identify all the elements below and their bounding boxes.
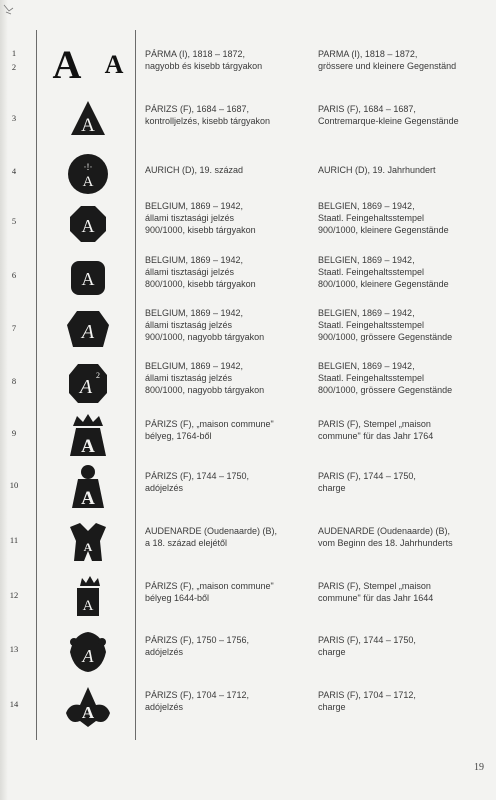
description-line: BELGIUM, 1869 – 1942,: [145, 361, 244, 371]
description-line: Staatl. Feingehaltsstempel: [318, 213, 425, 223]
description-line: 800/1000, kleinere Gegenstände: [318, 279, 449, 289]
german-description: [318, 418, 493, 442]
table-row: [0, 148, 496, 198]
corner-scribble-icon: [2, 2, 16, 16]
floral-a-mark-icon: [40, 681, 136, 736]
german-description: [318, 254, 493, 290]
description-line: Contremarque-kleine Gegenstände: [318, 116, 459, 126]
hungarian-description: [145, 200, 310, 236]
row-number-value: 10: [9, 480, 19, 490]
description-line: BELGIUM, 1869 – 1942,: [145, 255, 244, 265]
row-number-value: 4: [11, 166, 17, 176]
description-line: 900/1000, grössere Gegenstände: [318, 332, 453, 342]
row-number-value: 7: [11, 323, 17, 333]
description-line: PARIS (F), 1744 – 1750,: [318, 471, 416, 481]
description-line: 800/1000, nagyobb tárgyakon: [145, 385, 265, 395]
description-line: Staatl. Feingehaltsstempel: [318, 373, 425, 383]
row-number: [0, 642, 28, 656]
hungarian-description: [145, 470, 310, 494]
description-line: commune" für das Jahr 1644: [318, 593, 434, 603]
german-description: [318, 580, 493, 604]
octagon-script-a-mark-icon: [40, 305, 136, 360]
table-row: [0, 305, 496, 358]
round-a-mark-icon: [40, 148, 136, 203]
row-number: [0, 46, 28, 74]
svg-text:A: A: [81, 269, 95, 289]
description-line: állami tisztaság jelzés: [145, 320, 233, 330]
row-number-value: 14: [9, 699, 19, 709]
table-row: [0, 198, 496, 252]
row-number: [0, 374, 28, 388]
parma-a-marks-icon: [40, 40, 136, 95]
description-line: állami tisztasági jelzés: [145, 267, 235, 277]
description-line: AURICH (D), 19. Jahrhundert: [318, 165, 436, 175]
svg-text:A: A: [104, 50, 124, 79]
description-line: adójelzés: [145, 702, 184, 712]
description-line: kontrolljelzés, kisebb tárgyakon: [145, 116, 271, 126]
description-line: adójelzés: [145, 647, 184, 657]
table-row: [0, 681, 496, 739]
description-line: PÁRIZS (F), 1744 – 1750,: [145, 471, 250, 481]
table-row: [0, 410, 496, 462]
hungarian-description: [145, 418, 310, 442]
description-line: bélyeg 1644-ből: [145, 593, 210, 603]
hungarian-description: [145, 103, 310, 127]
table-row: [0, 572, 496, 626]
description-line: PÁRMA (I), 1818 – 1872,: [145, 49, 246, 59]
table-row: [0, 517, 496, 572]
description-line: BELGIEN, 1869 – 1942,: [318, 201, 415, 211]
row-number: [0, 268, 28, 282]
german-description: [318, 103, 493, 127]
description-line: 800/1000, kisebb tárgyakon: [145, 279, 256, 289]
description-line: 900/1000, kleinere Gegenstände: [318, 225, 449, 235]
description-line: AUDENARDE (Oudenaarde) (B),: [145, 526, 278, 536]
description-line: PARIS (F), 1684 – 1687,: [318, 104, 416, 114]
page-number: 19: [474, 762, 484, 773]
row-number-value: 5: [11, 216, 17, 226]
table-row: [0, 252, 496, 305]
german-description: [318, 470, 493, 494]
row-number-value: 13: [9, 644, 19, 654]
description-line: PÁRIZS (F), 1704 – 1712,: [145, 690, 250, 700]
description-line: PARMA (I), 1818 – 1872,: [318, 49, 418, 59]
square-a-mark-icon: [40, 252, 136, 307]
svg-text:·!·: ·!·: [83, 162, 93, 172]
description-line: PÁRIZS (F), „maison commune": [145, 581, 274, 591]
description-line: Staatl. Feingehaltsstempel: [318, 320, 425, 330]
row-number: [0, 478, 28, 492]
svg-text:A: A: [52, 42, 82, 87]
description-line: AUDENARDE (Oudenaarde) (B),: [318, 526, 451, 536]
svg-text:A: A: [81, 115, 95, 136]
description-line: BELGIEN, 1869 – 1942,: [318, 308, 415, 318]
small-crowned-a-mark-icon: [40, 572, 136, 627]
hungarian-description: [145, 580, 310, 604]
row-number-value: 6: [11, 270, 17, 280]
hungarian-description: [145, 360, 310, 396]
row-number-value: 3: [11, 113, 17, 123]
description-line: AURICH (D), 19. század: [145, 165, 244, 175]
svg-text:2: 2: [96, 371, 100, 380]
svg-text:A: A: [81, 321, 95, 343]
german-description: [318, 525, 493, 549]
svg-text:A: A: [82, 646, 94, 666]
octagon-a-mark-icon: [40, 198, 136, 253]
hungarian-description: [145, 254, 310, 290]
description-line: BELGIEN, 1869 – 1942,: [318, 361, 415, 371]
hungarian-description: [145, 307, 310, 343]
row-number: [0, 321, 28, 335]
crowned-a-mark-icon: [40, 410, 136, 465]
row-number: [0, 426, 28, 440]
hungarian-description: [145, 525, 310, 549]
hungarian-description: [145, 164, 310, 176]
description-line: BELGIUM, 1869 – 1942,: [145, 308, 244, 318]
octagon-a2-mark-icon: [40, 358, 136, 413]
row-number: [0, 164, 28, 178]
row-number: [0, 111, 28, 125]
svg-text:A: A: [81, 436, 95, 457]
description-line: PARIS (F), 1744 – 1750,: [318, 635, 416, 645]
row-number-value: 8: [11, 376, 17, 386]
description-line: PÁRIZS (F), 1750 – 1756,: [145, 635, 250, 645]
description-line: BELGIEN, 1869 – 1942,: [318, 255, 415, 265]
row-number-value: 1: [11, 48, 17, 58]
hungarian-description: [145, 689, 310, 713]
description-line: Staatl. Feingehaltsstempel: [318, 267, 425, 277]
svg-text:A: A: [83, 540, 93, 554]
row-number-value: 9: [11, 428, 17, 438]
triangle-a-mark-icon: [40, 95, 136, 150]
description-line: charge: [318, 647, 346, 657]
description-line: charge: [318, 483, 346, 493]
german-description: [318, 164, 493, 176]
description-line: adójelzés: [145, 483, 184, 493]
description-line: PARIS (F), Stempel „maison: [318, 419, 431, 429]
table-row: [0, 626, 496, 681]
german-description: [318, 634, 493, 658]
row-number: [0, 588, 28, 602]
description-line: grössere und kleinere Gegenständ: [318, 61, 457, 71]
row-number: [0, 533, 28, 547]
description-line: 900/1000, nagyobb tárgyakon: [145, 332, 265, 342]
ornate-a-mark-icon: [40, 626, 136, 681]
row-number-value: 2: [11, 62, 17, 72]
description-line: állami tisztaság jelzés: [145, 373, 233, 383]
table-row: [0, 462, 496, 517]
description-line: a 18. század elejétől: [145, 538, 228, 548]
svg-text:A: A: [81, 488, 95, 509]
description-line: PARIS (F), Stempel „maison: [318, 581, 431, 591]
row-number: [0, 214, 28, 228]
svg-text:A: A: [82, 174, 94, 190]
description-line: állami tisztasági jelzés: [145, 213, 235, 223]
description-line: 800/1000, grössere Gegenstände: [318, 385, 453, 395]
svg-text:A: A: [81, 216, 95, 236]
row-number: [0, 697, 28, 711]
description-line: charge: [318, 702, 346, 712]
description-line: bélyeg, 1764-ből: [145, 431, 212, 441]
description-line: vom Beginn des 18. Jahrhunderts: [318, 538, 453, 548]
description-line: PARIS (F), 1704 – 1712,: [318, 690, 416, 700]
hungarian-description: [145, 48, 310, 72]
row-number-value: 12: [9, 590, 19, 600]
description-line: BELGIUM, 1869 – 1942,: [145, 201, 244, 211]
description-line: nagyobb és kisebb tárgyakon: [145, 61, 263, 71]
description-line: PÁRIZS (F), „maison commune": [145, 419, 274, 429]
svg-text:A: A: [82, 598, 94, 614]
svg-text:A: A: [79, 376, 93, 398]
german-description: [318, 360, 493, 396]
description-line: commune" für das Jahr 1764: [318, 431, 434, 441]
german-description: [318, 48, 493, 72]
table-row: [0, 95, 496, 148]
svg-text:A: A: [81, 703, 95, 722]
german-description: [318, 307, 493, 343]
german-description: [318, 200, 493, 236]
row-number-value: 11: [9, 535, 19, 545]
figure-mark-icon: [40, 517, 136, 572]
crowned-a-charge-mark-icon: [40, 462, 136, 517]
table-row: [0, 40, 496, 95]
german-description: [318, 689, 493, 713]
hungarian-description: [145, 634, 310, 658]
description-line: 900/1000, kisebb tárgyakon: [145, 225, 256, 235]
description-line: PÁRIZS (F), 1684 – 1687,: [145, 104, 250, 114]
table-row: [0, 358, 496, 410]
